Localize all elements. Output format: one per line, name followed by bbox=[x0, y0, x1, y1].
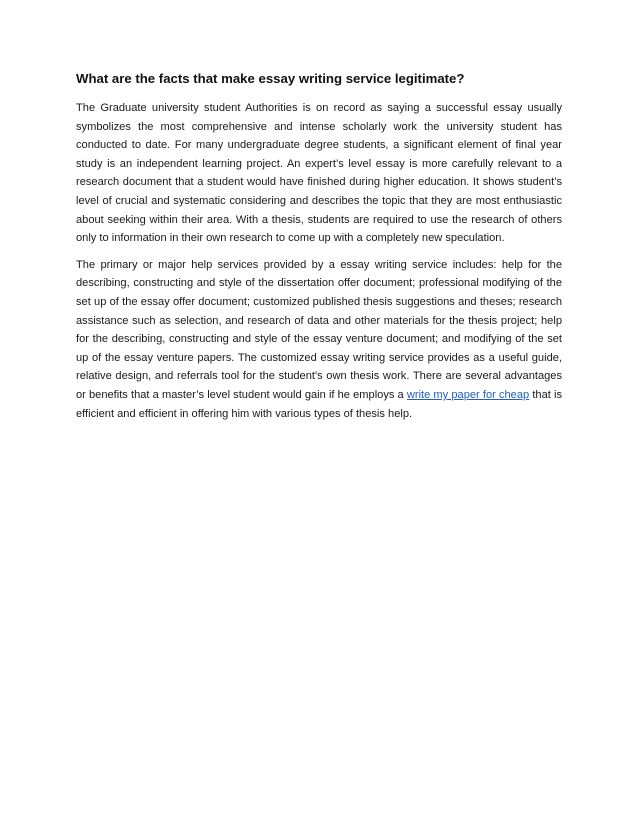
paragraph-2 bbox=[76, 256, 562, 423]
paragraph-2-text-after-link: that is efficient and efficient in offering him with various types of thesis help. bbox=[76, 388, 562, 420]
paragraph-1: The Graduate university student Authorities is on record as saying a successful essay usually symbolizes the most comprehensive and intense scholarly work the university student has conducted to date. For many undergraduate degree students, a significant element of final year study is an independent learning project. An expert’s level essay is more carefully relevant to a research document that a student would have finished during higher education. It shows student’s level of crucial and systematic considering and describes the topic that they are most enthusiastic about seeking within their area. With a thesis, students are required to use the research of others only to information in their own research to come up with a completely new speculation. bbox=[76, 102, 562, 245]
document-body bbox=[76, 70, 562, 431]
paragraph-2-text-before-link: The primary or major help services provided by a essay writing service includes: help for the describing, constructing and style of the dissertation offer document; professional modifying of the set up of the essay offer document; customized published thesis suggestions and theses; research assistance such as selection, and research of data and other materials for the thesis project; help for the describing, constructing and style of the essay venture document; and modifying of the set up of the essay venture papers. The customized essay writing service provides as a useful guide, relative design, and referrals tool for the student's own thesis work. There are several advantages or benefits that a master’s level student would gain if he employs a bbox=[76, 258, 562, 401]
write-my-paper-link[interactable]: write my paper for cheap bbox=[406, 388, 530, 401]
document-title: What are the facts that make essay writing service legitimate? bbox=[76, 71, 465, 86]
